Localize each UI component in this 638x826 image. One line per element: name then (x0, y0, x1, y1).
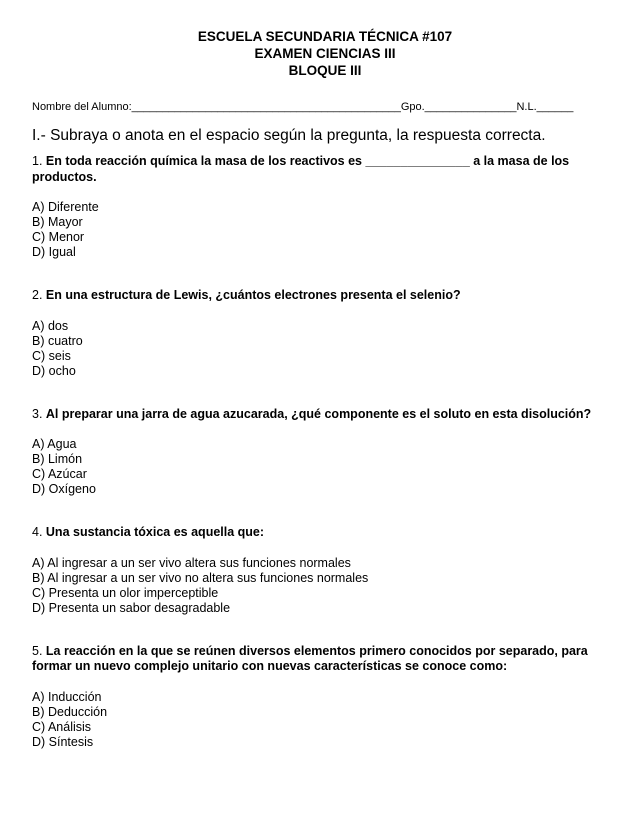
answer-options (32, 437, 608, 497)
option-d[interactable]: D) Igual (32, 245, 76, 259)
option-c[interactable]: C) Análisis (32, 719, 92, 734)
option-c[interactable]: C) Presenta un olor imperceptible (32, 585, 219, 600)
option-a[interactable]: A) Diferente (32, 200, 99, 214)
block-title: BLOQUE III (288, 63, 362, 78)
option-d[interactable]: D) Oxígeno (32, 482, 96, 496)
instruction-text: I.- Subraya o anota en el espacio según la pregunta, la respuesta correcta. (32, 127, 546, 144)
question-3 (32, 407, 608, 498)
question-text (32, 644, 608, 675)
question-stem: En toda reacción química la masa de los reactivos es _______________ a la masa de los productos. (32, 154, 570, 184)
question-number: 1. (32, 154, 46, 168)
question-number: 3. (32, 406, 46, 421)
student-info-line: Nombre del Alumno:____________________________________________Gpo._______________N.L.______ (32, 101, 574, 113)
option-c[interactable]: C) Menor (32, 230, 85, 244)
option-c[interactable]: C) Azúcar (32, 467, 87, 481)
exam-title: EXAMEN CIENCIAS III (254, 46, 396, 61)
question-4 (32, 525, 608, 616)
option-b[interactable]: B) Deducción (32, 704, 108, 719)
answer-options (32, 200, 608, 260)
question-stem: La reacción en la que se reúnen diversos elementos primero conocidos por separado, para formar un nuevo complejo unitario con nuevas características se conoce como: (32, 643, 588, 673)
option-d[interactable]: D) Presenta un sabor desagradable (32, 600, 231, 615)
option-b[interactable]: B) Al ingresar a un ser vivo no altera sus funciones normales (32, 570, 369, 585)
question-stem: En una estructura de Lewis, ¿cuántos electrones presenta el selenio? (45, 288, 461, 302)
question-text (32, 154, 608, 185)
question-number: 4. (32, 525, 46, 539)
question-stem: Al preparar una jarra de agua azucarada, ¿qué componente es el soluto en esta disolución? (45, 406, 592, 421)
question-1 (32, 154, 608, 260)
exam-header (42, 28, 608, 79)
question-number: 2. (32, 288, 46, 302)
answer-options (32, 319, 608, 379)
question-2 (32, 288, 608, 379)
option-b[interactable]: B) Mayor (32, 215, 83, 229)
question-text (32, 288, 608, 304)
option-a[interactable]: A) dos (32, 318, 69, 333)
answer-options (32, 556, 608, 616)
exam-page (32, 28, 608, 750)
option-d[interactable]: D) ocho (32, 363, 76, 378)
school-name: ESCUELA SECUNDARIA TÉCNICA #107 (197, 29, 453, 44)
option-d[interactable]: D) Síntesis (32, 734, 94, 749)
option-c[interactable]: C) seis (32, 348, 71, 363)
question-number: 5. (32, 643, 46, 658)
question-text (32, 525, 608, 541)
question-5 (32, 644, 608, 750)
option-b[interactable]: B) Limón (32, 452, 83, 466)
option-b[interactable]: B) cuatro (32, 333, 83, 348)
option-a[interactable]: A) Inducción (32, 689, 102, 704)
answer-options (32, 690, 608, 750)
option-a[interactable]: A) Al ingresar a un ser vivo altera sus funciones normales (32, 555, 351, 570)
option-a[interactable]: A) Agua (32, 437, 77, 451)
question-stem: Una sustancia tóxica es aquella que: (45, 525, 265, 539)
question-text (32, 407, 608, 423)
